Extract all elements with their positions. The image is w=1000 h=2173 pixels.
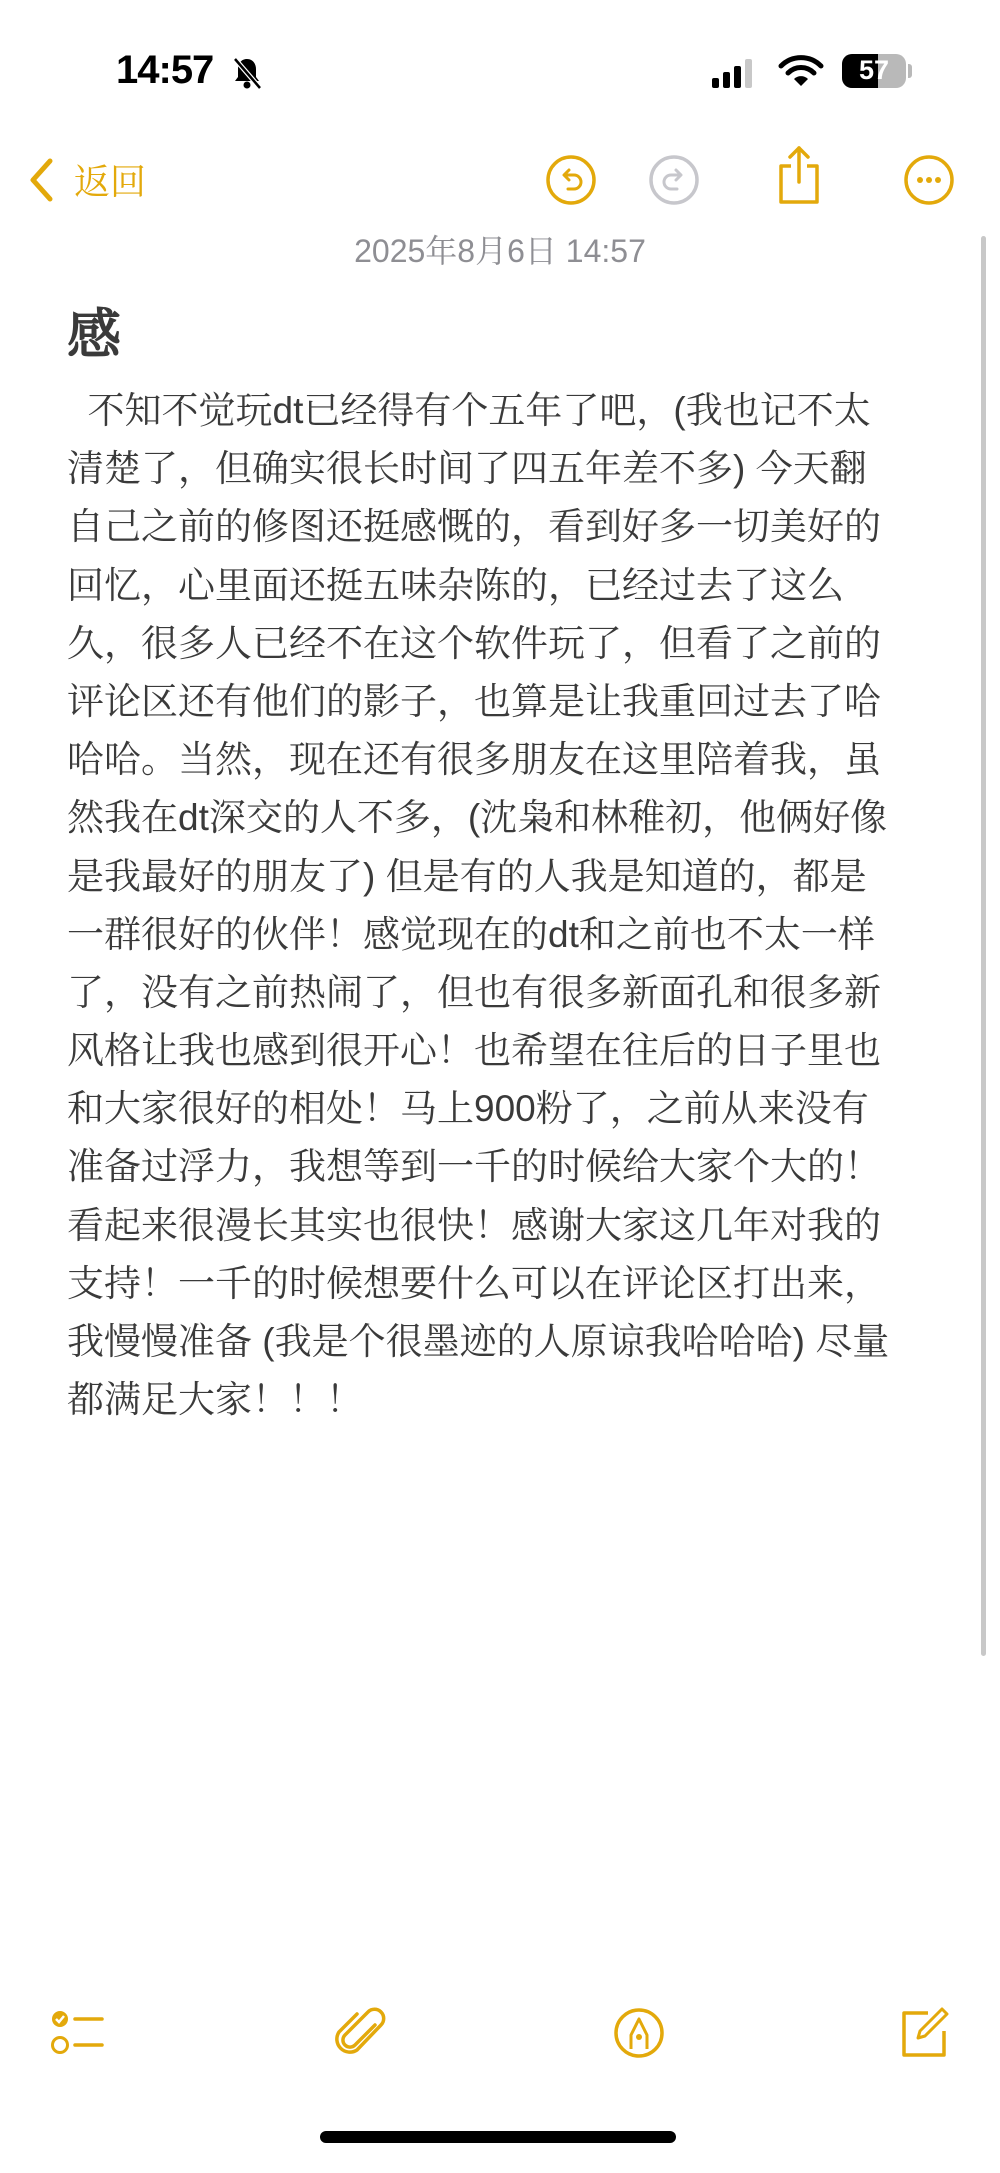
chevron-left-icon xyxy=(28,158,54,202)
note-line: 了，没有之前热闹了，但也有很多新面孔和很多新 xyxy=(67,971,881,1013)
note-line: 然我在dt深交的人不多，(沈枭和林稚初，他俩好像 xyxy=(67,797,888,839)
compose-new-note-icon[interactable] xyxy=(898,2005,952,2061)
silent-bell-icon xyxy=(232,56,262,90)
note-line: 久，很多人已经不在这个软件玩了，但看了之前的 xyxy=(67,622,881,664)
note-line: 支持！一千的时候想要什么可以在评论区打出来， xyxy=(67,1262,881,1304)
undo-icon[interactable] xyxy=(545,154,597,206)
status-time: 14:57 xyxy=(116,48,214,92)
note-line: 自己之前的修图还挺感慨的，看到好多一切美好的 xyxy=(67,506,881,548)
note-body[interactable] xyxy=(67,382,947,1429)
wifi-icon xyxy=(778,54,824,88)
markup-pen-icon[interactable] xyxy=(612,2005,666,2061)
note-line: 回忆，心里面还挺五味杂陈的，已经过去了这么 xyxy=(67,564,844,606)
note-line: 哈哈。当然，现在还有很多朋友在这里陪着我，虽 xyxy=(67,739,881,781)
note-date: 2025年8月6日 14:57 xyxy=(354,233,646,269)
home-indicator[interactable] xyxy=(320,2131,676,2143)
note-line: 风格让我也感到很开心！也希望在往后的日子里也 xyxy=(67,1030,881,1072)
more-options-icon[interactable] xyxy=(903,154,955,206)
attachment-paperclip-icon[interactable] xyxy=(335,2005,389,2061)
cellular-signal-icon xyxy=(712,58,762,88)
share-icon[interactable] xyxy=(777,144,821,206)
note-title[interactable]: 感 xyxy=(67,305,121,365)
note-line: 看起来很漫长其实也很快！感谢大家这几年对我的 xyxy=(67,1204,881,1246)
redo-icon[interactable] xyxy=(648,154,700,206)
note-line: 是我最好的朋友了) 但是有的人我是知道的，都是 xyxy=(67,855,867,897)
bottom-toolbar xyxy=(0,2005,1000,2065)
battery-level: 57 xyxy=(858,55,890,85)
battery-indicator xyxy=(842,54,906,88)
navigation-bar xyxy=(0,150,1000,210)
back-button[interactable] xyxy=(28,154,146,205)
battery-tip xyxy=(908,64,912,78)
scrollbar[interactable] xyxy=(981,236,986,1656)
note-line: 清楚了，但确实很长时间了四五年差不多) 今天翻 xyxy=(67,448,867,490)
note-line: 我慢慢准备 (我是个很墨迹的人原谅我哈哈哈) 尽量 xyxy=(67,1321,890,1362)
note-line: 准备过浮力，我想等到一千的时候给大家个大的！ xyxy=(67,1146,881,1188)
note-line: 评论区还有他们的影子，也算是让我重回过去了哈 xyxy=(67,680,881,722)
note-line: 都满足大家！！！ xyxy=(67,1379,363,1421)
note-line: 不知不觉玩dt已经得有个五年了吧，(我也记不太 xyxy=(67,390,871,431)
back-label: 返回 xyxy=(74,161,147,202)
checklist-icon[interactable] xyxy=(50,2005,106,2061)
note-line: 一群很好的伙伴！感觉现在的dt和之前也不太一样 xyxy=(67,913,875,955)
note-line: 和大家很好的相处！马上900粉了，之前从来没有 xyxy=(67,1088,869,1130)
